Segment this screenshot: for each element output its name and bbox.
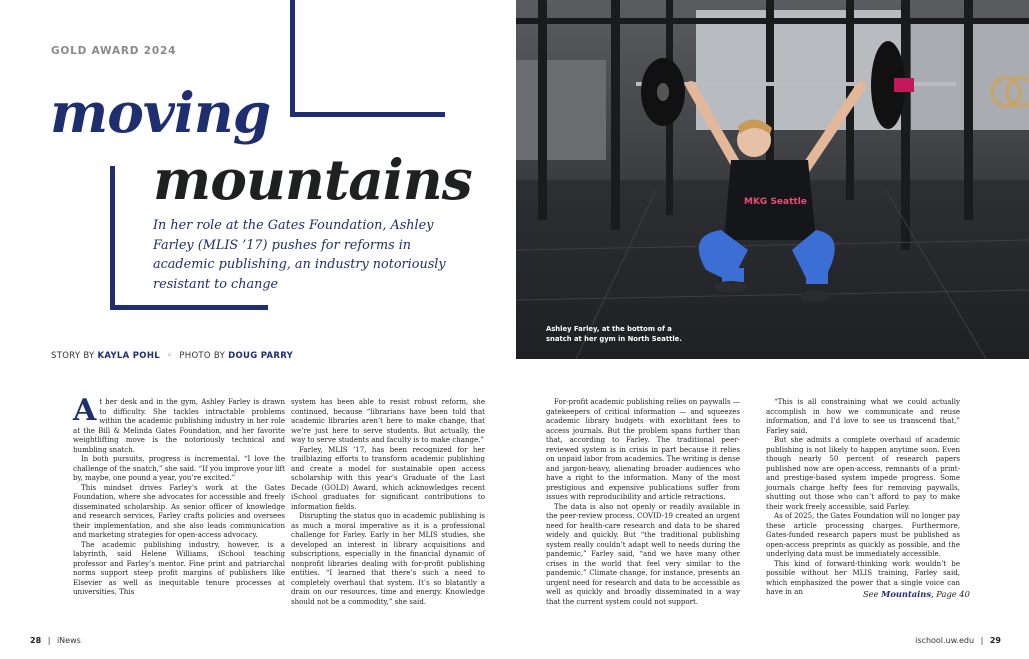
- paragraph: This mindset drives Farley’s work at the Gates Foundation, where she advocates for accessible and freely disseminated scholarship. As senior officer of knowledge and research services, Farley crafts policies and oversees their implementation, and she also leads communication and marketing strategies for open-access advocacy.: [73, 482, 285, 539]
- paragraph: This kind of forward-thinking work wouldn’t be possible without her MLIS training, Farley said, which emphasized the power that a single voice can have in an: [766, 558, 960, 596]
- footer-separator: |: [980, 636, 984, 645]
- continuation-prefix: See: [863, 589, 879, 599]
- page-number-right: 29: [989, 636, 1001, 645]
- body-column-3: [546, 397, 740, 606]
- byline: [51, 351, 293, 361]
- body-column-1: [73, 393, 285, 597]
- paragraph: system has been able to resist robust reform, she continued, because “librarians have been told that academic libraries aren’t here to make change, that we’re just here to serve students. But actually, the way to serve students and faculty is to make change.”: [291, 397, 485, 444]
- byline-separator: ◦: [166, 351, 173, 361]
- bracket-top-horizontal: [290, 112, 445, 117]
- body-column-4: [766, 397, 960, 597]
- paragraph-text: t her desk and in the gym, Ashley Farley is drawn to difficulty. She tackles intractable problems within the academic publishing industry in her role at the Bill & Melinda Gates Foundation, and her favorite weightlifting move is the notoriously technical and humbling snatch.: [73, 397, 285, 454]
- title-line-2: mountains: [153, 147, 472, 212]
- deck-subtitle: In her role at the Gates Foundation, Ashley Farley (MLIS ’17) pushes for reforms in academic publishing, an industry notoriously resistant to change: [153, 218, 446, 292]
- website: ischool.uw.edu: [915, 636, 975, 645]
- gym-photo-illustration: [516, 0, 1029, 359]
- paragraph: Farley, MLIS ’17, has been recognized for her trailblazing efforts to transform academic publishing and create a model for sustainable open access scholarship with this year’s Graduate of the Last Decade (GOLD) Award, which acknowledges recent iSchool graduates for significant contributions to information fields.: [291, 444, 485, 511]
- paragraph: For-profit academic publishing relies on paywalls — gatekeepers of critical information — and squeezes academic library budgets with exorbitant fees to access journals. But the problem spans further than that, according to Farley. The traditional peer-reviewed system is in crisis in part because it relies on unpaid labor from academics. The writing is dense and jargon-heavy, alienating broader audiences who have a right to the information. Many of the most prestigious and expensive publications suffer from issues with reproducibility and article retractions.: [546, 397, 740, 501]
- paragraph: In both pursuits, progress is incremental. “I love the challenge of the snatch,” she said. “If you improve your lift by, maybe, one pound a year, you’re excited.”: [73, 454, 285, 482]
- story-label: STORY BY: [51, 351, 95, 361]
- continuation-suffix: , Page 40: [931, 589, 970, 599]
- footer-separator: |: [47, 636, 51, 645]
- drop-cap: A: [73, 393, 97, 428]
- continuation-target: Mountains: [881, 589, 932, 599]
- bracket-bottom-vertical: [110, 166, 115, 310]
- author-name: KAYLA POHL: [97, 351, 160, 361]
- feature-photo: [516, 0, 1029, 359]
- page-number-left: 28: [30, 636, 42, 645]
- footer-left: [30, 636, 81, 645]
- photo-label: PHOTO BY: [179, 351, 226, 361]
- paragraph: The academic publishing industry, however, is a labyrinth, said Helene Williams, iSchool teaching professor and Farley’s mentor. Fine print and patriarchal norms support steep profit margins of publishers like Elsevier as well as inequitable tenure processes at universities. This: [73, 539, 285, 596]
- title-line-1: moving: [50, 80, 271, 145]
- paragraph: Disrupting the status quo in academic publishing is as much a moral imperative as it is a professional challenge for Farley. Early in her MLIS studies, she developed an interest in library acquisitions and subscriptions, especially in the financial dynamic of nonprofit libraries dealing with for-profit publishing entities. “I learned that there’s such a need to completely overhaul that system. It’s so blatantly a drain on our resources, time and energy. Knowledge should not be a commodity,” she said.: [291, 511, 485, 606]
- paragraph: The data is also not openly or readily available in the peer-review process. COVID-19 created an urgent need for health-care research and data to be shared widely and quickly. But “the traditional publishing system really couldn’t adapt well to needs during the pandemic,” Farley said, “and we have many other crises in the world that feel very similar to the pandemic.” Climate change, for instance, presents an urgent need for research and data to be accessible as well as quickly and broadly disseminated in a way that the current system could not support.: [546, 501, 740, 606]
- publication-name: iNews: [56, 636, 81, 645]
- body-column-2: [291, 397, 485, 606]
- photographer-name: DOUG PARRY: [228, 351, 294, 361]
- bracket-top-vertical: [290, 0, 295, 117]
- paragraph: [73, 393, 285, 454]
- section-kicker: GOLD AWARD 2024: [51, 45, 177, 57]
- paragraph: “This is all constraining what we could actually accomplish in how we communicate and reuse information, and I’d love to see us transcend that,” Farley said.: [766, 397, 960, 435]
- paragraph: But she admits a complete overhaul of academic publishing is not likely to happen anytime soon. Even though nearly 50 percent of research papers published now are open-access, remnants of a print- and prestige-based system impede progress. Some journals charge hefty fees for removing paywalls, shutting out those who can’t afford to pay to make their work freely accessible, said Farley.: [766, 435, 960, 511]
- paragraph: As of 2025, the Gates Foundation will no longer pay these article processing charges. Furthermore, Gates-funded research papers must be published as open-access preprints as quickly as possible, and the underlying data must be immediately accessible.: [766, 511, 960, 558]
- footer-right: [915, 636, 1001, 645]
- bracket-bottom-horizontal: [110, 305, 268, 310]
- photo-caption: Ashley Farley, at the bottom of a snatch at her gym in North Seattle.: [546, 325, 682, 343]
- continuation-link[interactable]: [863, 589, 970, 599]
- shirt-text: MKG Seattle: [744, 197, 807, 207]
